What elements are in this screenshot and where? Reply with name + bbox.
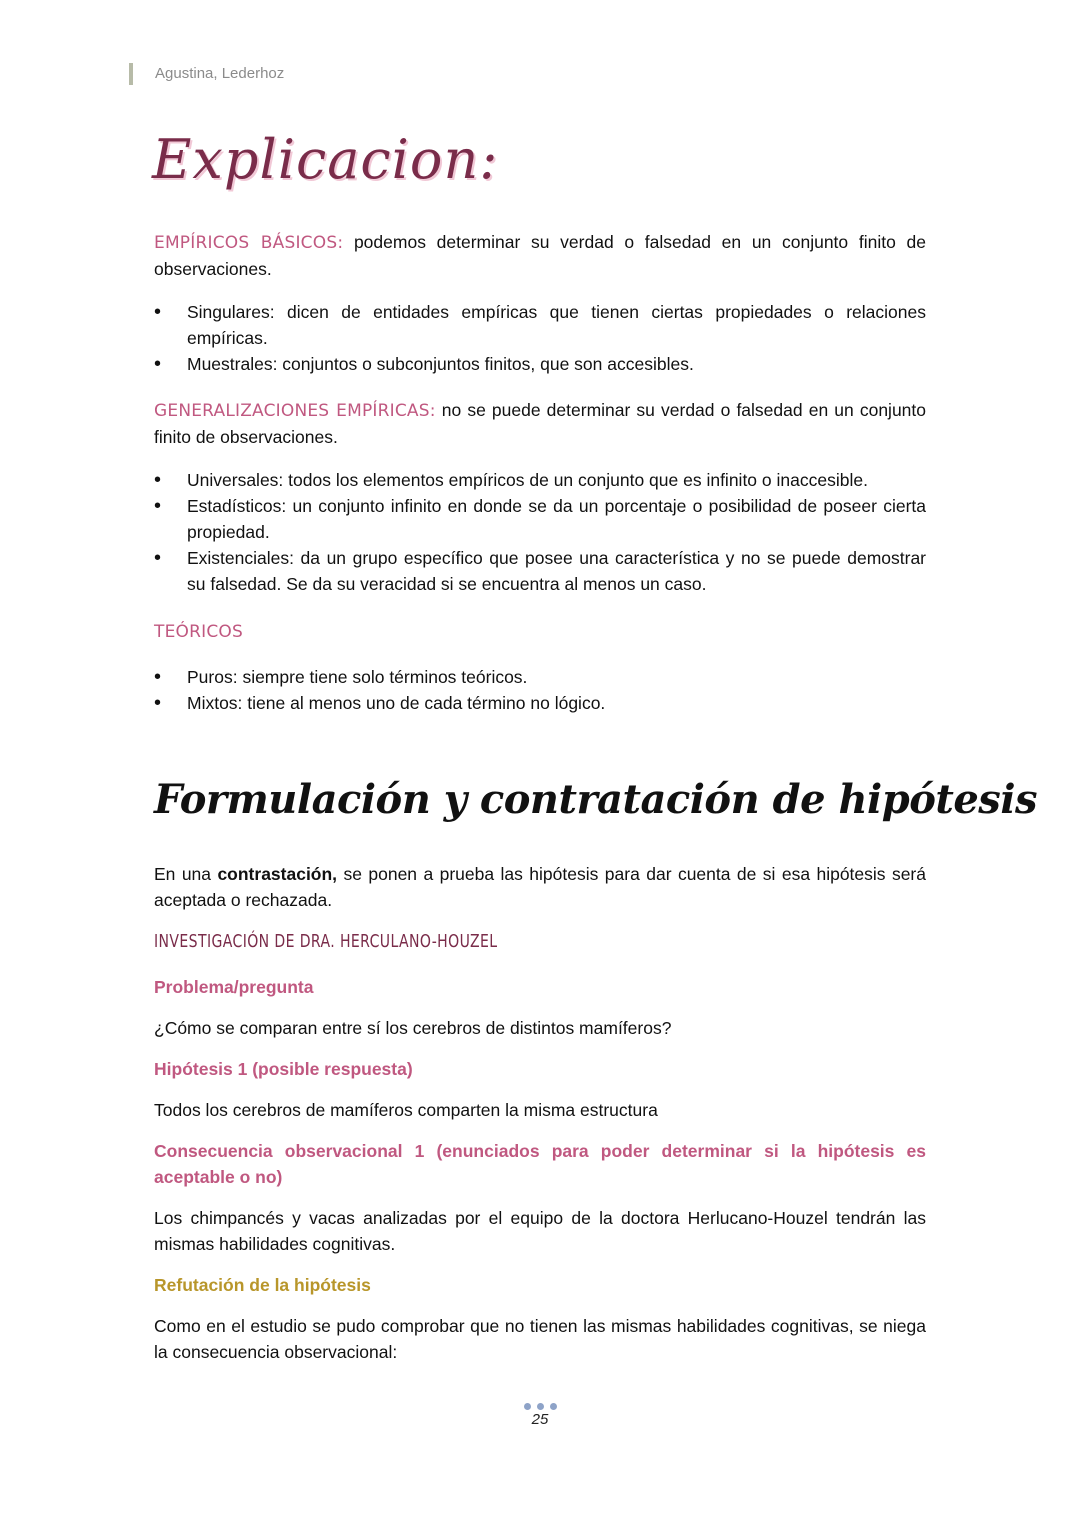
empiricos-basicos-block bbox=[154, 229, 926, 377]
list-item: • Existenciales: da un grupo específico que posee una característica y no se puede demostrar su falsedad. Se da su veracidad si se encuentra al menos un caso. bbox=[154, 545, 926, 597]
generalizaciones-definition bbox=[154, 397, 926, 450]
generalizaciones-list bbox=[154, 467, 926, 597]
dots-ornament-icon bbox=[0, 1403, 1080, 1410]
teoricos-label: TEÓRICOS bbox=[154, 622, 243, 642]
contrastacion-block bbox=[154, 861, 926, 913]
contrastacion-intro: En una contrastación, se ponen a prueba las hipótesis para dar cuenta de si esa hipótesis será aceptada o rechazada. bbox=[154, 864, 926, 910]
author-name: Agustina, Lederhoz bbox=[155, 65, 285, 82]
investigation-heading bbox=[154, 931, 926, 952]
list-item: • Universales: todos los elementos empíricos de un conjunto que es infinito o inaccesible. bbox=[154, 467, 926, 493]
list-item: • Mixtos: tiene al menos uno de cada término no lógico. bbox=[154, 690, 926, 716]
refutacion-label: Refutación de la hipótesis bbox=[154, 1275, 371, 1295]
refutacion-text: Como en el estudio se pudo comprobar que no tienen las mismas habilidades cognitivas, se niega la consecuencia observacional: bbox=[154, 1316, 926, 1362]
empiricos-basicos-label: EMPÍRICOS BÁSICOS: bbox=[154, 233, 344, 253]
empiricos-basicos-text: podemos determinar su verdad o falsedad en un conjunto finito de observaciones. bbox=[154, 232, 926, 279]
list-item: • Estadísticos: un conjunto infinito en donde se da un porcentaje o posibilidad de poseer cierta propiedad. bbox=[154, 493, 926, 545]
section-title-formulacion: Formulación y contratación de hipótesis bbox=[154, 776, 1038, 823]
page-footer bbox=[0, 1403, 1080, 1428]
generalizaciones-label: GENERALIZACIONES EMPÍRICAS: bbox=[154, 401, 436, 421]
problema-label: Problema/pregunta bbox=[154, 977, 314, 997]
problema-text: ¿Cómo se comparan entre sí los cerebros de distintos mamíferos? bbox=[154, 1018, 672, 1038]
investigation-heading-text: INVESTIGACIÓN DE DRA. HERCULANO-HOUZEL bbox=[154, 931, 498, 952]
section-title-explicacion: Explicacion: bbox=[152, 128, 499, 191]
consecuencia-label: Consecuencia observacional 1 (enunciados para poder determinar si la hipótesis es aceptable o no) bbox=[154, 1141, 926, 1187]
hipotesis-label: Hipótesis 1 (posible respuesta) bbox=[154, 1059, 413, 1079]
teoricos-block bbox=[154, 618, 926, 716]
empiricos-basicos-definition bbox=[154, 229, 926, 282]
page-number: 25 bbox=[531, 1411, 549, 1428]
empiricos-basicos-list bbox=[154, 299, 926, 377]
page-header-author bbox=[129, 63, 284, 85]
list-item: • Muestrales: conjuntos o subconjuntos finitos, que son accesibles. bbox=[154, 351, 926, 377]
generalizaciones-text: no se puede determinar su verdad o falsedad en un conjunto finito de observaciones. bbox=[154, 400, 926, 447]
hipotesis-text: Todos los cerebros de mamíferos comparten la misma estructura bbox=[154, 1100, 658, 1120]
list-item: • Singulares: dicen de entidades empíricas que tienen ciertas propiedades o relaciones empíricas. bbox=[154, 299, 926, 351]
contrastacion-bold: contrastación, bbox=[217, 864, 338, 884]
consecuencia-text: Los chimpancés y vacas analizadas por el equipo de la doctora Herlucano-Houzel tendrán las mismas habilidades cognitivas. bbox=[154, 1208, 926, 1254]
list-item: • Puros: siempre tiene solo términos teóricos. bbox=[154, 664, 926, 690]
teoricos-list bbox=[154, 664, 926, 716]
generalizaciones-block bbox=[154, 397, 926, 597]
